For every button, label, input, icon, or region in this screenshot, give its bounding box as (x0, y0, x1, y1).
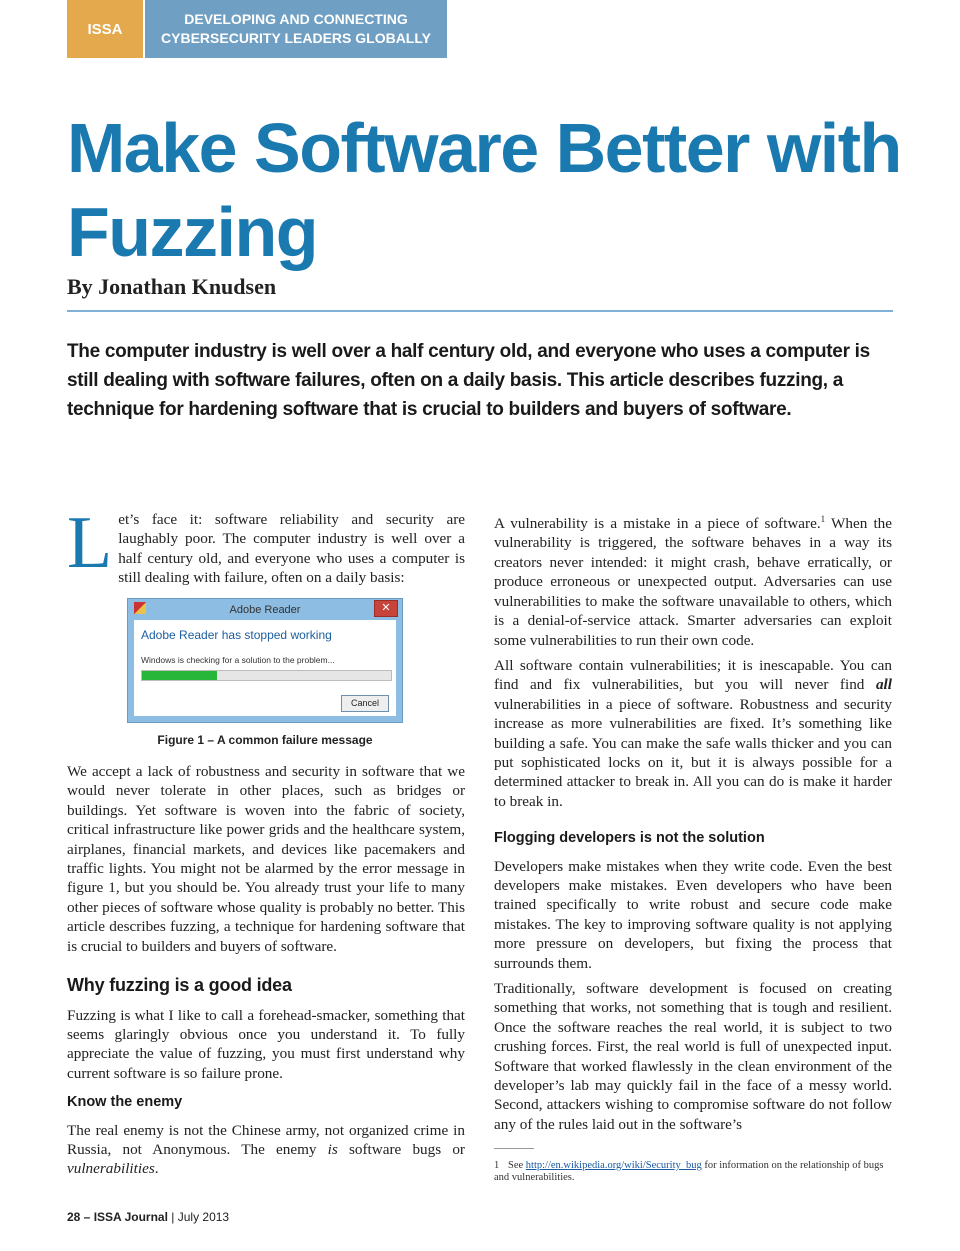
drop-cap: L (67, 502, 113, 584)
dialog-message: Windows is checking for a solution to the problem... (141, 654, 335, 665)
title-divider (67, 310, 893, 312)
footnote-text: for information on the relationship of bugs and vulnerabilities. (494, 1160, 884, 1183)
footnote-link[interactable]: http://en.wikipedia.org/wiki/Security_bug (525, 1160, 702, 1171)
body-paragraph (67, 1121, 465, 1179)
dialog-body (134, 620, 396, 716)
tagline-line-2: CYBERSECURITY LEADERS GLOBALLY (161, 30, 431, 46)
text-run: . (154, 1160, 159, 1178)
issue-date: July 2013 (177, 1210, 230, 1224)
text-run: vulnerabilities in a piece of software. Robustness and security increase as more vulnerabilities are fixed. It’s something like building a safe. You can make the safe walls thicker and you can put sophisticated locks on it, but it is always possible for a determined attacker to break in. All you can do is make it harder to break in. (494, 695, 892, 810)
body-paragraph: Traditionally, software development is focused on creating something that works, not something that is tough and resilient. Once the software reaches the real world, it is subject to two crushing forces. First, the real world is full of unexpected input. Software that worked flawlessly in the clean environment of the developer’s lab may quickly fail in the face of a messy world. Second, attackers wishing to compromise software do not follow any of the rules laid out in the software’s (494, 980, 892, 1133)
issa-brand-badge (67, 0, 143, 58)
dialog-heading: Adobe Reader has stopped working (141, 627, 332, 642)
subheading-know-the-enemy: Know the enemy (67, 1094, 183, 1111)
footnote-number: 1 (494, 1160, 500, 1171)
article-byline: By Jonathan Knudsen (67, 274, 277, 299)
intro-paragraph (67, 502, 465, 588)
body-paragraph: We accept a lack of robustness and security in software that we would never tolerate in other places, such as bridges or buildings. Yet software is woven into the fabric of society, critical infrastructure like power grids and the healthcare system, airplanes, financial markets, and devices like pacemakers and traffic lights. You might not be alarmed by the error message in figure 1, but you should be. You already trust your life to many other pieces of software whose quality is probably no better. This article describes fuzzing, a technique for hardening software that is crucial to builders and buyers of software. (67, 763, 465, 955)
body-paragraph: Fuzzing is what I like to call a forehead-smacker, something that seems glaringly obvious once you understand it. To fully appreciate the value of fuzzing, you must first understand why current software is so failure prone. (67, 1006, 465, 1082)
header-tagline (145, 0, 447, 58)
section-heading-why-fuzzing: Why fuzzing is a good idea (67, 975, 292, 996)
close-icon: ✕ (374, 600, 398, 617)
figure-1 (127, 598, 403, 750)
dialog-title: Adobe Reader (229, 603, 301, 616)
footnote-divider (494, 1148, 534, 1149)
emphasis-text: vulnerabilities (67, 1160, 155, 1178)
footnote-marker: 1 (820, 514, 826, 524)
text-run: A vulnerability is a mistake in a piece of software. (494, 515, 821, 533)
footnote-text: See (508, 1160, 526, 1171)
article-title: Make Software Better with Fuzzing (67, 109, 901, 271)
emphasis-text: all (875, 676, 892, 694)
text-run: When the vulnerability is triggered, the software behaves in a way its creators never intended: it might crash, behave erratically, or produce erroneous or unexpected output. Adversaries can use vulnerabilities to make the software unavailable to others, which is a denial-of-service attack. Smarter adversaries can exploit some vulnerabilities to run their own code. (494, 515, 893, 649)
body-paragraph (494, 510, 892, 650)
progress-bar-fill (142, 671, 217, 680)
text-run: All software contain vulnerabilities; it is inescapable. You can find and fix vulnerabilities, but you will never find (494, 656, 892, 694)
body-paragraph: Developers make mistakes when they write code. Even the best developers make mistakes. Even developers who have been trained specifically to write robust and secure code make mistakes. The key to improving software quality is not applying more pressure on developers, but fixing the process that surrounds them. (494, 857, 892, 972)
page-footer (67, 1210, 229, 1224)
dialog-titlebar (128, 599, 402, 619)
body-paragraph (494, 656, 892, 811)
progress-bar (141, 670, 392, 681)
footnote (494, 1160, 892, 1184)
page-number: 28 – ISSA Journal (67, 1210, 168, 1224)
figure-caption: Figure 1 – A common failure message (157, 732, 373, 747)
article-lede: The computer industry is well over a half century old, and everyone who uses a computer is still dealing with software failures, often on a daily basis. This article describes fuzzing, a technique for hardening software that is crucial to builders and buyers of software. (67, 341, 870, 420)
brand-label: ISSA (87, 20, 123, 38)
right-column (494, 510, 892, 1140)
tagline-line-1: DEVELOPING AND CONNECTING (184, 11, 408, 27)
text-run: software bugs or (337, 1140, 465, 1158)
emphasis-text: is (327, 1140, 338, 1158)
intro-text: et’s face it: software reliability and security are laughably poor. The computer industry is well over a half century old, and everyone who uses a computer is still dealing with failure, often on a daily basis: (118, 511, 465, 587)
footer-separator: | (167, 1210, 178, 1224)
text-run: The real enemy is not the Chinese army, not organized crime in Russia, not Anonymous. The enemy (67, 1121, 465, 1158)
subheading-flogging-developers: Flogging developers is not the solution (494, 830, 765, 847)
error-dialog-screenshot (127, 598, 403, 723)
left-column (67, 502, 465, 1185)
cancel-button: Cancel (341, 695, 389, 712)
